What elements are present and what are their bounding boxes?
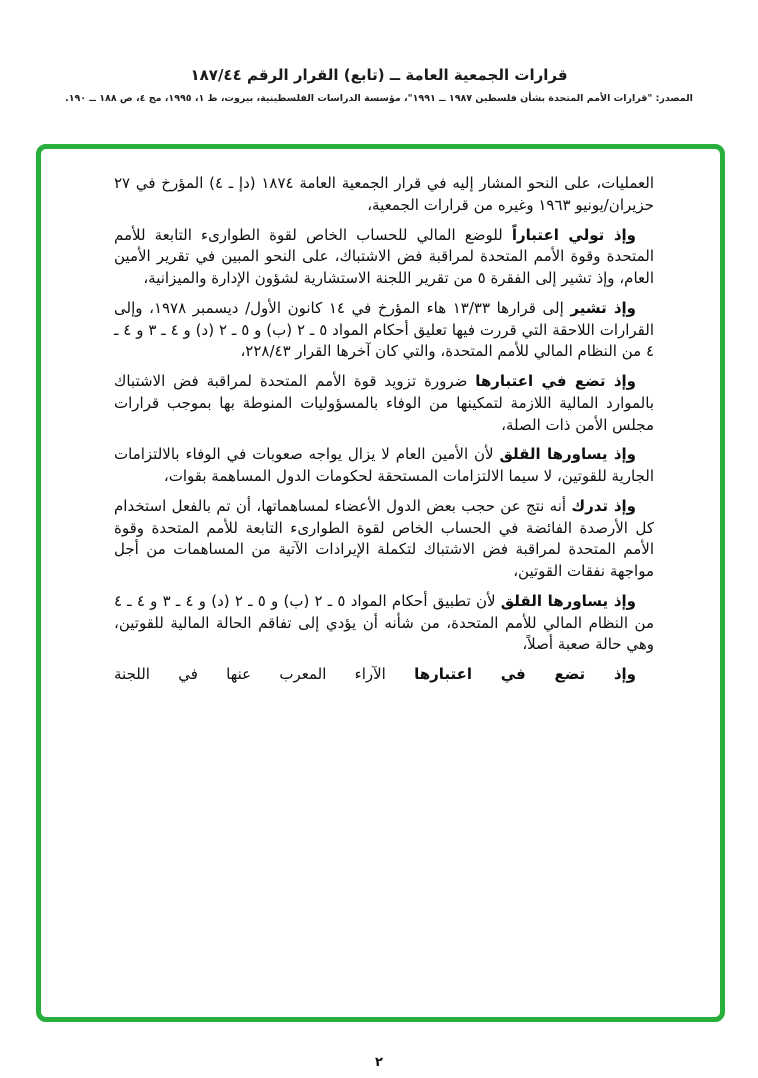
green-frame xyxy=(36,144,725,1022)
paragraph xyxy=(114,298,654,363)
resolution-text xyxy=(114,173,654,694)
paragraph-text: ضرورة تزويد قوة الأمم المتحدة لمراقبة فض الاشتباك بالموارد المالية اللازمة لتمكينها من الوفاء بالمسؤوليات المنوطة بها بموجب قرارات مجلس الأمن ذات الصلة، xyxy=(114,372,654,434)
paragraph xyxy=(114,173,654,217)
paragraph-lead: وإذ تضع في اعتبارها xyxy=(475,372,636,390)
paragraph-text: أنه نتج عن حجب بعض الدول الأعضاء لمساهماتها، أن تم بالفعل استخدام كل الأرصدة الفائضة في الحساب الخاص لقوة الطوارىء التابعة للأمم المتحدة وقوة الأمم المتحدة لمراقبة فض الاشتباك لتكملة الإيرادات الآتية من المساهمات من أجل مواجهة نفقات القوتين، xyxy=(114,496,654,580)
paragraph-lead: وإذ تولي اعتباراً xyxy=(511,225,636,244)
paragraph-lead: وإذ يساورها القلق xyxy=(500,591,636,610)
paragraph xyxy=(114,444,654,488)
paragraph-lead: وإذ تشير xyxy=(570,298,636,317)
paragraph-text: لأن تطبيق أحكام المواد ٥ ـ ٢ (ب) و ٥ ـ ٢ (د) و ٤ ـ ٣ و ٤ ـ ٤ من النظام المالي للأمم المتحدة، من شأنه أن يؤدي إلى تفاقم الحالة المالية للقوتين، وهي حالة صعبة أصلاً، xyxy=(114,591,654,654)
paragraph-lead: وإذ يساورها القلق xyxy=(499,445,636,464)
page-title: قرارات الجمعية العامة ــ (تابع) القرار الرقم ١٨٧/٤٤ xyxy=(190,66,568,84)
paragraph xyxy=(114,591,654,656)
paragraph xyxy=(114,496,654,583)
paragraph-lead: وإذ تدرك xyxy=(571,496,636,515)
paragraph xyxy=(114,225,654,290)
source-line: المصدر: "قرارات الأمم المتحدة بشأن فلسطين ١٩٨٧ ــ ١٩٩١"، مؤسسة الدراسات الفلسطينية، بيروت، ط ١، ١٩٩٥، مج ٤، ص ١٨٨ ــ ١٩٠. xyxy=(65,93,693,104)
paragraph xyxy=(114,371,654,436)
paragraph xyxy=(114,664,654,686)
paragraph-text: الآراء المعرب عنها في اللجنة xyxy=(114,665,386,683)
document-header xyxy=(0,66,758,104)
page-number: ٢ xyxy=(375,1055,383,1070)
paragraph-text: لأن الأمين العام لا يزال يواجه صعوبات في الوفاء بالالتزامات الجارية للقوتين، لا سيما الالتزامات المستحقة لحكومات الدول المساهمة بقوات، xyxy=(114,445,654,485)
paragraph-text: العمليات، على النحو المشار إليه في قرار الجمعية العامة ١٨٧٤ (دإ ـ ٤) المؤرخ في ٢٧ حزيران/يونيو ١٩٦٣ وغيره من قرارات الجمعية، xyxy=(114,174,654,214)
paragraph-text: للوضع المالي للحساب الخاص لقوة الطوارىء التابعة للأمم المتحدة وقوة الأمم المتحدة لمراقبة فض الاشتباك، على النحو المبين في تقرير الأمين العام، وإذ تشير إلى الفقرة ٥ من تقرير اللجنة الاستشارية لشؤون الإدارة والميزانية، xyxy=(114,225,654,287)
paragraph-text: إلى قرارها ١٣/٣٣ هاء المؤرخ في ١٤ كانون الأول/ ديسمبر ١٩٧٨، وإلى القرارات اللاحقة التي قررت فيها تعليق أحكام المواد ٥ ـ ٢ (ب) و ٥ ـ ٢ (د) و ٤ ـ ٣ و ٤ ـ ٤ من النظام المالي للأمم المتحدة، والتي كان آخرها القرار ٢٢٨/٤٣، xyxy=(114,298,655,361)
paragraph-lead: وإذ تضع في اعتبارها xyxy=(414,665,636,683)
